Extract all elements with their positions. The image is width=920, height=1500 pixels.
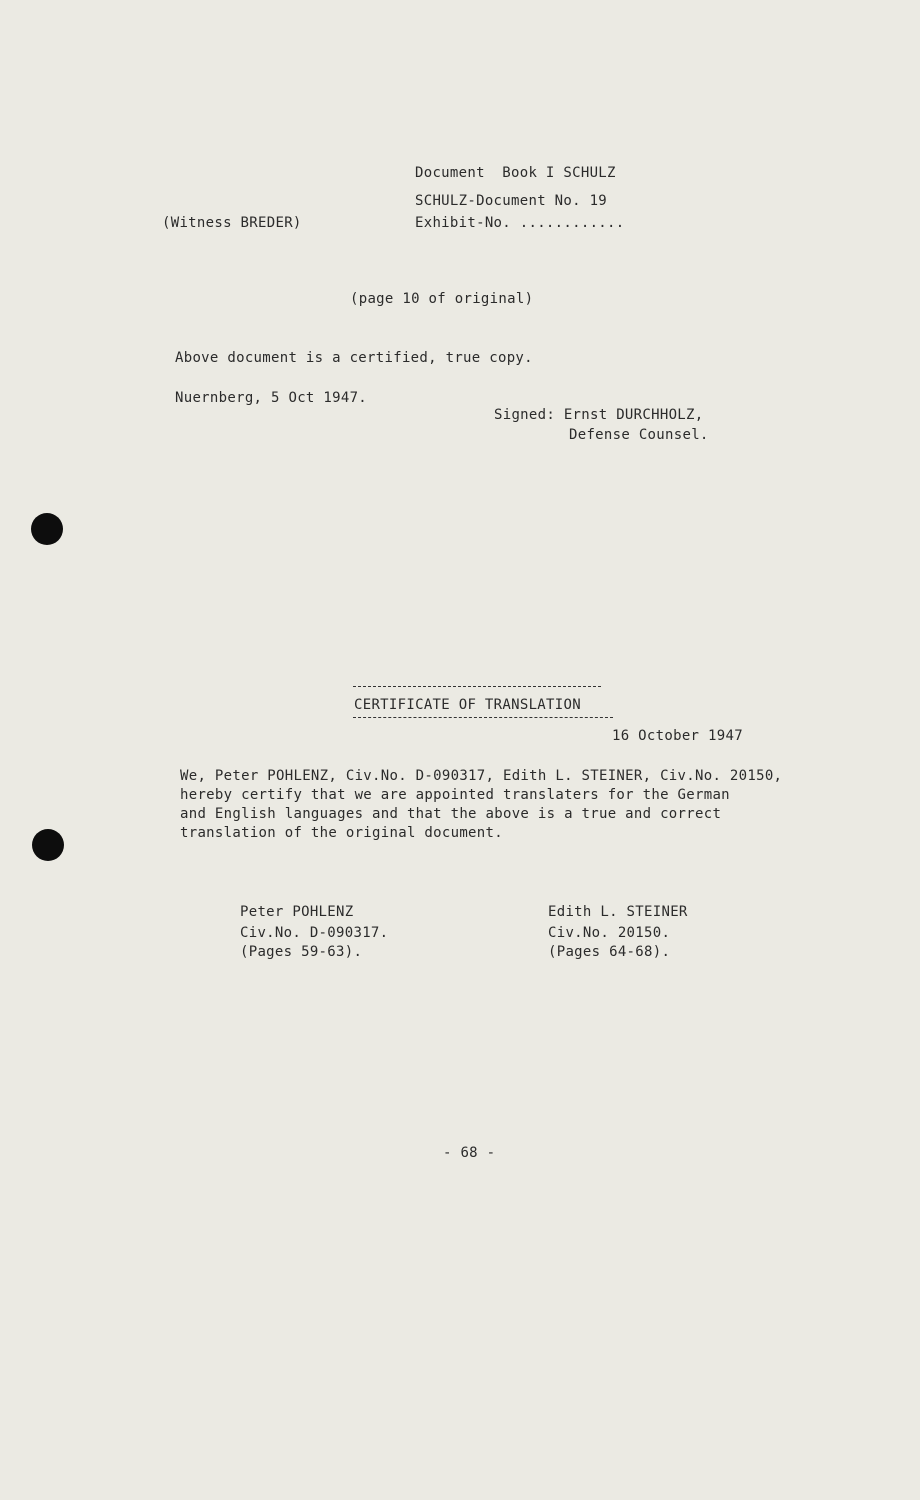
- page-number: - 68 -: [443, 1145, 496, 1161]
- translator-2-name: Edith L. STEINER: [548, 904, 688, 920]
- translator-2-pages: (Pages 64-68).: [548, 944, 671, 960]
- certificate-body-line-2: hereby certify that we are appointed translaters for the German: [180, 787, 730, 803]
- witness-label: (Witness BREDER): [162, 215, 302, 231]
- translator-1-pages: (Pages 59-63).: [240, 944, 363, 960]
- certificate-body-line-3: and English languages and that the above is a true and correct: [180, 806, 722, 822]
- document-book-label: Document Book I SCHULZ: [415, 165, 616, 181]
- certificate-date: 16 October 1947: [612, 728, 743, 744]
- translator-1-name: Peter POHLENZ: [240, 904, 354, 920]
- certificate-title: CERTIFICATE OF TRANSLATION: [354, 697, 581, 713]
- certified-copy-statement: Above document is a certified, true copy.: [175, 350, 533, 366]
- signature-line: Signed: Ernst DURCHHOLZ,: [494, 407, 704, 423]
- exhibit-number-label: Exhibit-No. ............: [415, 215, 625, 231]
- title-rule-bottom: [353, 717, 613, 718]
- translator-1-civ-no: Civ.No. D-090317.: [240, 925, 389, 941]
- document-number-label: SCHULZ-Document No. 19: [415, 193, 608, 209]
- punch-hole-bottom: [32, 829, 64, 861]
- punch-hole-top: [31, 513, 63, 545]
- certificate-body-line-1: We, Peter POHLENZ, Civ.No. D-090317, Edith L. STEINER, Civ.No. 20150,: [180, 768, 783, 784]
- title-rule-top: [353, 686, 601, 687]
- signer-role: Defense Counsel.: [569, 427, 709, 443]
- place-and-date: Nuernberg, 5 Oct 1947.: [175, 390, 368, 406]
- translator-2-civ-no: Civ.No. 20150.: [548, 925, 671, 941]
- page-reference: (page 10 of original): [350, 291, 534, 307]
- certificate-body-line-4: translation of the original document.: [180, 825, 503, 841]
